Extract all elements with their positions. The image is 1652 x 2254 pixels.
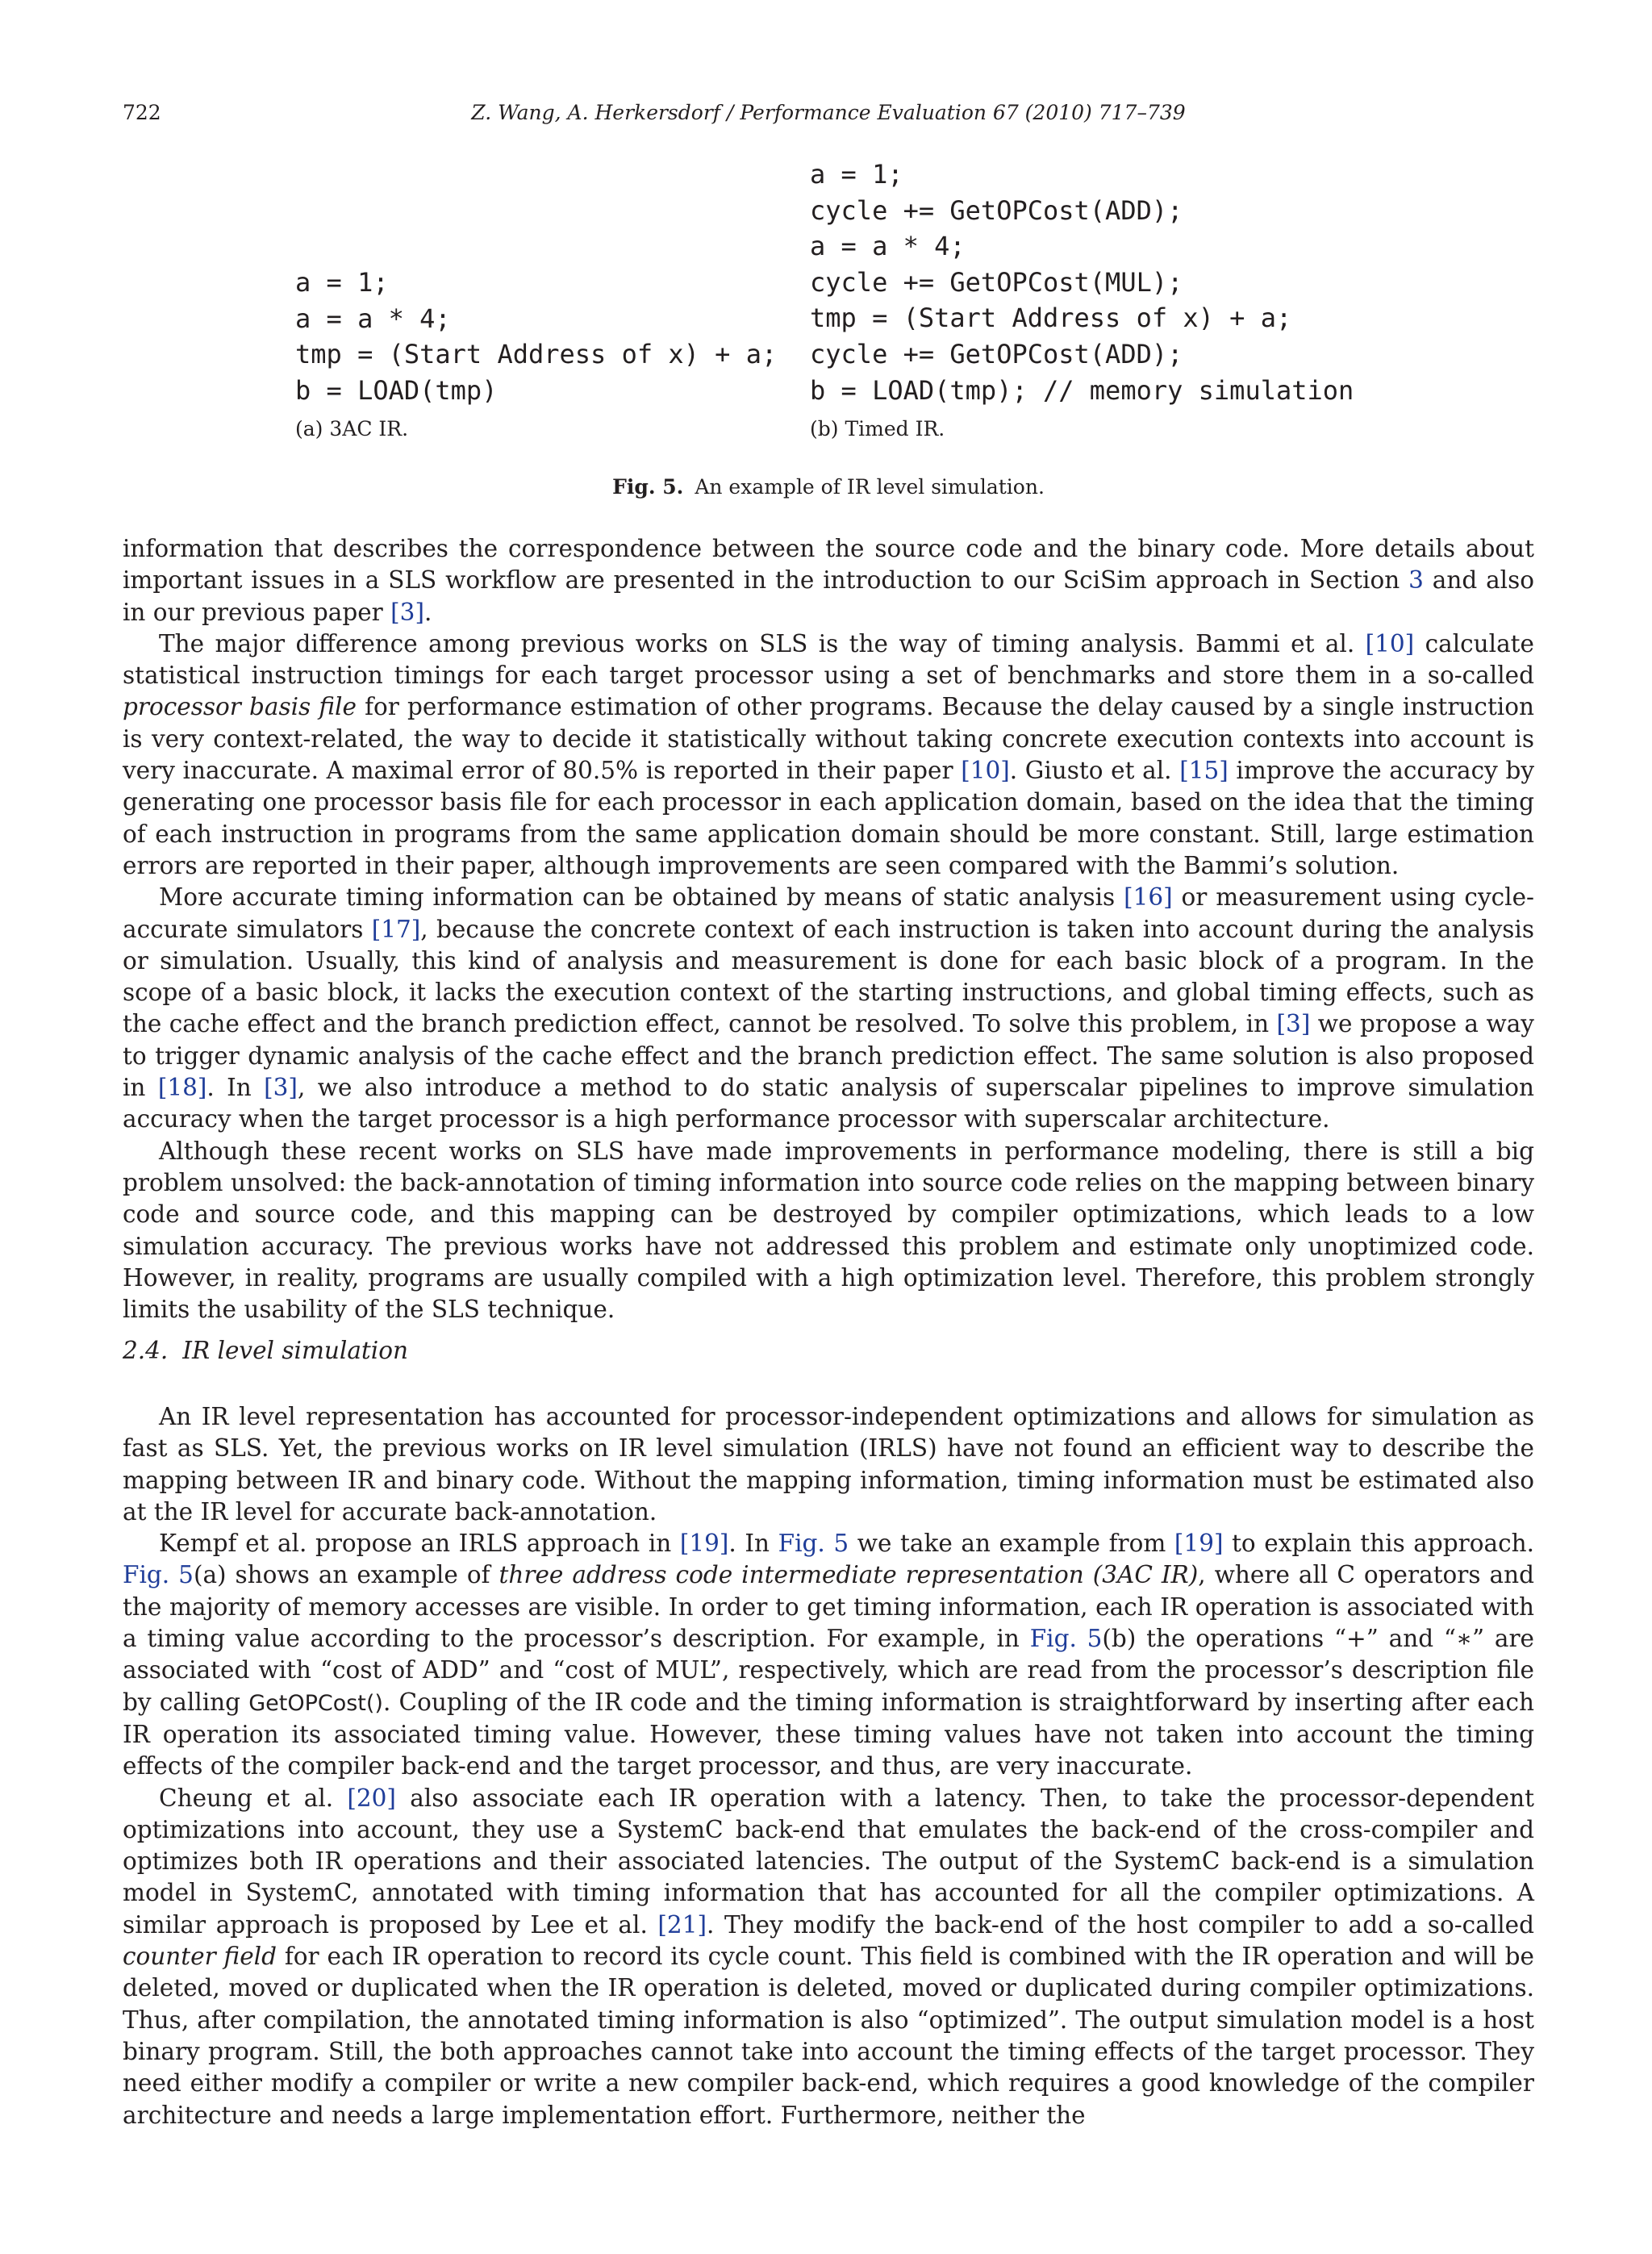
paragraph: Although these recent works on SLS have made improvements in performance modeling, there is still a big problem unsolved: the back-annotation of timing information into source code relies on the mapping between binary code and source code, and this mapping can be destroyed by compiler optimizations, which leads to a low simulation accuracy. The previous works have not addressed this problem and estimate only unoptimized code. However, in reality, programs are usually compiled with a high optimization level. Therefore, this problem strongly limits the usability of the SLS technique. (123, 1137, 1534, 1324)
subcaption-a: (a) 3AC IR. (295, 417, 409, 440)
figure-label: Fig. 5. (612, 475, 684, 499)
body-text-upper (123, 533, 1534, 1325)
code-line: tmp = (Start Address of x) + a; (295, 339, 778, 370)
paragraph: information that describes the correspondence between the source code and the binary code. More details about important issues in a SLS workflow are presented in the introduction to our SciSim approach in Section 3 and also in our previous paper [3]. (123, 535, 1534, 626)
code-line: a = 1; (295, 267, 389, 298)
code-line: a = a * 4; (810, 231, 966, 262)
paragraph: Cheung et al. [20] also associate each IR operation with a latency. Then, to take the processor-dependent optimizations into account, they use a SystemC back-end that emulates the back-end of the cross-compiler and optimizes both IR operations and their associated latencies. The output of the SystemC back-end is a simulation model in SystemC, annotated with timing information that has accounted for all the compiler optimizations. A similar approach is proposed by Lee et al. [21]. They modify the back-end of the host compiler to add a so-called counter field for each IR operation to record its cycle count. This field is combined with the IR operation and will be deleted, moved or duplicated when the IR operation is deleted, moved or duplicated during compiler optimizations. Thus, after compilation, the annotated timing information is also “optimized”. The output simulation model is a host binary program. Still, the both approaches cannot take into account the timing effects of the target processor. They need either modify a compiler or write a new compiler back-end, which requires a good knowledge of the compiler architecture and needs a large implementation effort. Furthermore, neither the (123, 1784, 1535, 2129)
code-line: cycle += GetOPCost(ADD); (810, 338, 1183, 369)
subcaption-b: (b) Timed IR. (810, 417, 945, 440)
citation-link[interactable]: [19] (1174, 1530, 1224, 1558)
section-title: IR level simulation (182, 1337, 408, 1364)
function-name: GetOPCost() (248, 1690, 383, 1716)
figure-link[interactable]: Fig. 5 (778, 1530, 849, 1558)
code-line: a = a * 4; (295, 303, 451, 334)
body-text-lower (123, 1401, 1534, 2131)
figure-link[interactable]: Fig. 5 (1029, 1625, 1103, 1653)
code-line: cycle += GetOPCost(ADD); (810, 194, 1183, 226)
code-listing-timed-ir (810, 157, 1354, 408)
running-head: Z. Wang, A. Herkersdorf / Performance Evaluation 67 (2010) 717–739 (471, 101, 1186, 124)
paragraph: The major difference among previous works on SLS is the way of timing analysis. Bammi et al. [10] calculate statistical instruction timings for each target processor using a set of benchmarks and store them in a so-called processor basis file for performance estimation of other programs. Because the delay caused by a single instruction is very context-related, the way to decide it statistically without taking concrete execution contexts into account is very inaccurate. A maximal error of 80.5% is reported in their paper [10]. Giusto et al. [15] improve the accuracy by generating one processor basis file for each processor in each application domain, based on the idea that the timing of each instruction in programs from the same application domain should be more constant. Still, large estimation errors are reported in their paper, although improvements are seen compared with the Bammi’s solution. (123, 629, 1535, 879)
citation-link[interactable]: [20] (347, 1784, 396, 1812)
section-heading (123, 1335, 408, 1367)
section-link[interactable]: 3 (1408, 566, 1424, 595)
section-number: 2.4. (123, 1337, 169, 1364)
citation-link[interactable]: [3] (1276, 1010, 1311, 1038)
citation-link[interactable]: [17] (371, 915, 421, 943)
paragraph: Kempf et al. propose an IRLS approach in [19]. In Fig. 5 we take an example from [19] to explain this approach. Fig. 5(a) shows an example of three address code intermediate representation (3AC IR), where all C operators and the majority of memory accesses are visible. In order to get timing information, each IR operation is associated with a timing value according to the processor’s description. For example, in Fig. 5(b) the operations “+” and “∗” are associated with “cost of ADD” and “cost of MUL”, respectively, which are read from the processor’s description file by calling GetOPCost(). Coupling of the IR code and the timing information is straightforward by inserting after each IR operation its associated timing value. However, these timing values have not taken into account the timing effects of the compiler back-end and the target processor, and thus, are very inaccurate. (123, 1530, 1535, 1780)
paragraph: More accurate timing information can be obtained by means of static analysis [16] or measurement using cycle-accurate simulators [17], because the concrete context of each instruction is taken into account during the analysis or simulation. Usually, this kind of analysis and measurement is done for each basic block of a program. In the scope of a basic block, it lacks the execution context of the starting instructions, and global timing effects, such as the cache effect and the branch prediction effect, cannot be resolved. To solve this problem, in [3] we propose a way to trigger dynamic analysis of the cache effect and the branch prediction effect. The same solution is also proposed in [18]. In [3], we also introduce a method to do static analysis of superscalar pipelines to improve simulation accuracy when the target processor is a high performance processor with superscalar architecture. (123, 883, 1535, 1133)
citation-link[interactable]: [10] (1365, 629, 1415, 657)
code-line: b = LOAD(tmp) (295, 374, 498, 406)
code-line: tmp = (Start Address of x) + a; (810, 303, 1292, 334)
citation-link[interactable]: [21] (657, 1910, 707, 1939)
code-line: b = LOAD(tmp); // memory simulation (810, 374, 1354, 406)
figure-caption (123, 474, 1534, 500)
citation-link[interactable]: [16] (1124, 883, 1173, 912)
citation-link[interactable]: [3] (390, 598, 424, 626)
page-number: 722 (123, 101, 161, 124)
figure-caption-text: An example of IR level simulation. (695, 475, 1045, 499)
emphasis: counter field (123, 1943, 277, 1971)
paragraph: An IR level representation has accounted for processor-independent optimizations and allows for simulation as fast as SLS. Yet, the previous works on IR level simulation (IRLS) have not found an efficient way to describe the mapping between IR and binary code. Without the mapping information, timing information must be estimated also at the IR level for accurate back-annotation. (123, 1403, 1534, 1526)
citation-link[interactable]: [10] (961, 757, 1010, 785)
code-listing-3ac-ir (295, 265, 777, 408)
citation-link[interactable]: [15] (1179, 757, 1229, 785)
code-line: cycle += GetOPCost(MUL); (810, 266, 1183, 298)
code-line: a = 1; (810, 159, 903, 190)
figure-link[interactable]: Fig. 5 (123, 1561, 194, 1589)
citation-link[interactable]: [19] (679, 1530, 729, 1558)
emphasis: processor basis file (123, 693, 357, 721)
emphasis: three address code intermediate representation (3AC IR) (499, 1561, 1199, 1589)
citation-link[interactable]: [18] (157, 1074, 207, 1102)
citation-link[interactable]: [3] (264, 1074, 298, 1102)
